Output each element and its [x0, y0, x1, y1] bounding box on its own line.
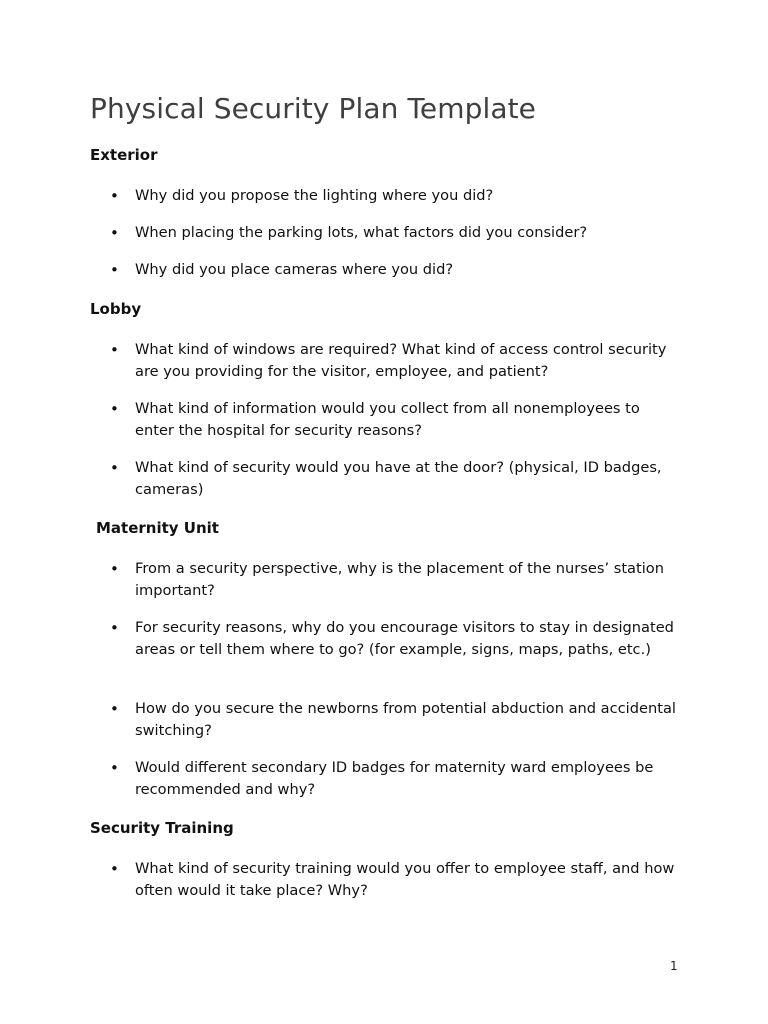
bullet-icon: •	[110, 459, 119, 477]
section-heading-security-training: Security Training	[90, 819, 234, 837]
bullet-icon: •	[110, 619, 119, 637]
bullet-icon: •	[110, 400, 119, 418]
list-item: When placing the parking lots, what factors did you consider?	[135, 224, 588, 241]
bullet-icon: •	[110, 860, 119, 878]
list-item: What kind of information would you collect from all nonemployees to enter the hospital for security reasons?	[135, 400, 640, 439]
list-item: How do you secure the newborns from potential abduction and accidental switching?	[135, 700, 676, 739]
page-number: 1	[670, 959, 678, 973]
bullet-icon: •	[110, 187, 119, 205]
bullet-icon: •	[110, 261, 119, 279]
list-item: What kind of security would you have at the door? (physical, ID badges, cameras)	[135, 459, 662, 498]
bullet-icon: •	[110, 700, 119, 718]
list-item: What kind of security training would you offer to employee staff, and how often would it take place? Why?	[135, 860, 675, 899]
list-item: From a security perspective, why is the placement of the nurses’ station important?	[135, 560, 664, 599]
list-item: What kind of windows are required? What kind of access control security are you providing for the visitor, employee, and patient?	[135, 341, 667, 380]
list-item: For security reasons, why do you encourage visitors to stay in designated areas or tell them where to go? (for example, signs, maps, paths, etc.)	[135, 619, 674, 658]
document-title: Physical Security Plan Template	[90, 92, 537, 125]
section-heading-lobby: Lobby	[90, 300, 142, 318]
list-item: Why did you place cameras where you did?	[135, 261, 454, 278]
bullet-icon: •	[110, 560, 119, 578]
list-item: Why did you propose the lighting where you did?	[135, 187, 494, 204]
list-item: Would different secondary ID badges for maternity ward employees be recommended and why?	[135, 759, 654, 798]
bullet-icon: •	[110, 341, 119, 359]
section-heading-exterior: Exterior	[90, 146, 158, 164]
bullet-icon: •	[110, 224, 119, 242]
bullet-icon: •	[110, 759, 119, 777]
section-heading-maternity-unit: Maternity Unit	[96, 519, 219, 537]
